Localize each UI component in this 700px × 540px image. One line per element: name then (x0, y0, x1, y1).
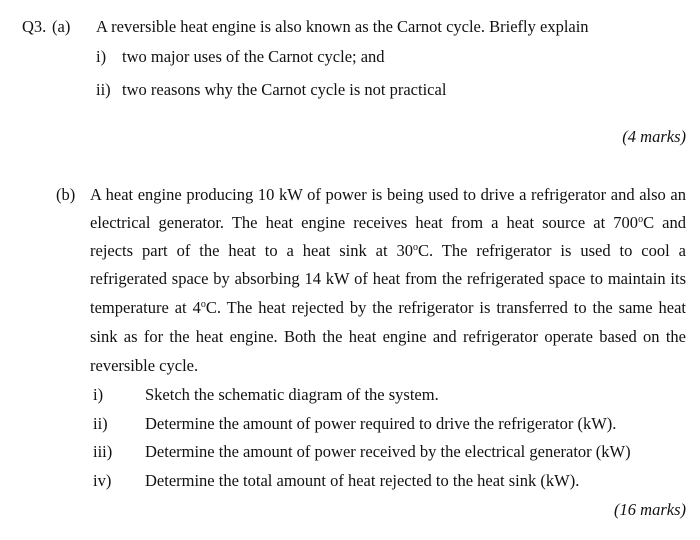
part-a-item-2-number: ii) (96, 80, 111, 99)
part-b-item-2-number: ii) (93, 414, 108, 433)
part-b-paragraph-line-3: rejects part of the heat to a heat sink at 30$^o$C. The refrigerator is used to cool a (90, 241, 686, 260)
part-a-prompt: A reversible heat engine is also known as the Carnot cycle. Briefly explain (96, 17, 589, 36)
part-b-item-4-number: iv) (93, 471, 112, 490)
part-b-item-3-number: iii) (93, 442, 113, 461)
part-b-marks: (16 marks) (614, 500, 686, 519)
part-a-item-2-text: two reasons why the Carnot cycle is not practical (122, 80, 447, 99)
part-b-paragraph-line-5: temperature at 4$^o$C. The heat rejected by the refrigerator is transferred to the same heat (90, 298, 686, 317)
part-b-item-1-text: Sketch the schematic diagram of the system. (145, 385, 439, 404)
part-b-paragraph-line-4: refrigerated space by absorbing 14 kW of heat from the refrigerated space to maintain its (90, 269, 686, 288)
part-b-item-4-text: Determine the total amount of heat rejected to the heat sink (kW). (145, 471, 580, 490)
part-b-paragraph-line-2: electrical generator. The heat engine receives heat from a heat source at 700$^o$C and (90, 213, 686, 232)
part-a-item-1-text: two major uses of the Carnot cycle; and (122, 47, 385, 66)
part-a-label: (a) (52, 17, 71, 36)
part-b-paragraph-line-1: A heat engine producing 10 kW of power is being used to drive a refrigerator and also an (90, 185, 686, 204)
part-b-item-3-text: Determine the amount of power received by the electrical generator (kW) (145, 442, 631, 461)
part-a-item-1-number: i) (96, 47, 107, 66)
part-a-marks: (4 marks) (622, 127, 686, 146)
question-number: Q3. (22, 17, 47, 36)
part-b-paragraph-line-7: reversible cycle. (90, 356, 199, 375)
part-b-item-2-text: Determine the amount of power required to drive the refrigerator (kW). (145, 414, 617, 433)
part-b-label: (b) (56, 185, 76, 204)
part-b-item-1-number: i) (93, 385, 104, 404)
part-b-paragraph-line-6: sink as for the heat engine. Both the heat engine and refrigerator operate based on the (90, 327, 686, 346)
